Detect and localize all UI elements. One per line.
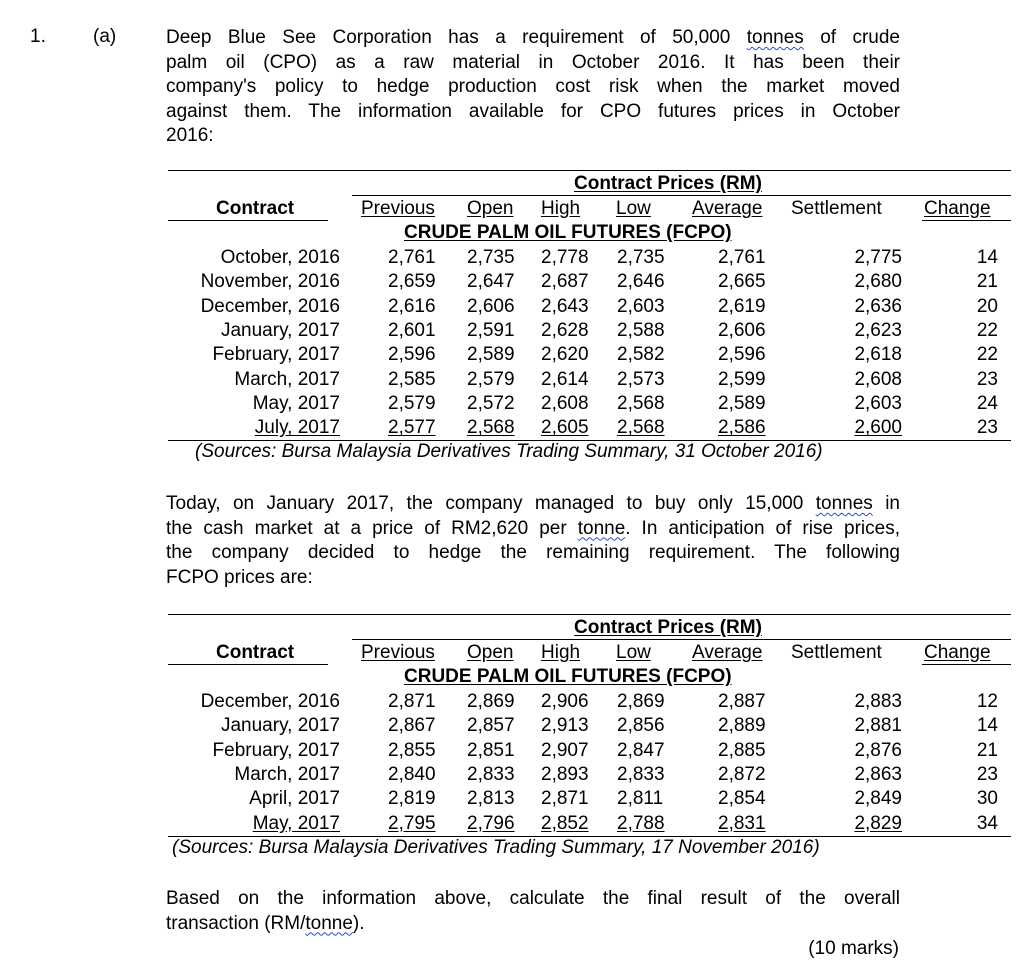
settlement-cell: 2,600	[854, 417, 902, 439]
previous-cell: 2,795	[388, 812, 436, 834]
contract-cell: May, 2017	[252, 392, 340, 414]
settlement-cell: 2,881	[854, 715, 902, 737]
open-cell: 2,579	[467, 368, 515, 390]
change-column-header: Change	[924, 642, 991, 663]
high-cell: 2,608	[541, 392, 589, 414]
high-cell: 2,643	[541, 295, 589, 317]
low-cell: 2,646	[617, 271, 665, 293]
intro-line: company's policy to hedge production cost risk when the market moved	[166, 76, 900, 97]
high-cell: 2,620	[541, 344, 589, 366]
change-cell: 34	[976, 812, 998, 834]
low-cell: 2,788	[617, 812, 665, 834]
low-cell: 2,869	[617, 691, 665, 712]
open-cell: 2,813	[467, 788, 515, 810]
contract-cell: October, 2016	[220, 247, 340, 268]
settlement-cell: 2,849	[854, 788, 902, 810]
settlement-cell: 2,608	[854, 368, 902, 390]
open-cell: 2,735	[467, 247, 515, 268]
change-cell: 23	[976, 417, 998, 439]
previous-cell: 2,616	[388, 295, 436, 317]
previous-cell: 2,819	[388, 788, 436, 810]
table-source: (Sources: Bursa Malaysia Derivatives Trading Summary, 17 November 2016)	[172, 836, 820, 858]
previous-cell: 2,855	[388, 739, 436, 761]
high-cell: 2,687	[541, 271, 589, 293]
high-cell: 2,628	[541, 319, 589, 341]
contract-header-rule	[168, 664, 328, 665]
settlement-cell: 2,603	[854, 392, 902, 414]
low-cell: 2,847	[617, 739, 665, 761]
header-mid-rule	[352, 639, 1011, 640]
settlement-cell: 2,876	[854, 739, 902, 761]
contract-cell: April, 2017	[249, 788, 340, 810]
fcpo-subheader: CRUDE PALM OIL FUTURES (FCPO)	[404, 222, 732, 243]
change-cell: 14	[976, 247, 998, 268]
table-top-rule	[168, 614, 1011, 615]
high-cell: 2,614	[541, 368, 589, 390]
header-mid-rule	[352, 195, 1011, 196]
low-cell: 2,568	[617, 417, 665, 439]
open-cell: 2,591	[467, 319, 515, 341]
settlement-cell: 2,863	[854, 763, 902, 785]
final-line: transaction (RM/tonne).	[166, 912, 365, 934]
settlement-cell: 2,618	[854, 344, 902, 366]
fcpo-subheader: CRUDE PALM OIL FUTURES (FCPO)	[404, 666, 732, 687]
change-header-rule	[922, 664, 1011, 665]
average-cell: 2,887	[718, 691, 766, 712]
average-cell: 2,589	[718, 392, 766, 414]
previous-cell: 2,579	[388, 392, 436, 414]
average-cell: 2,596	[718, 344, 766, 366]
change-cell: 23	[976, 763, 998, 785]
settlement-cell: 2,775	[854, 247, 902, 268]
open-cell: 2,572	[467, 392, 515, 414]
contract-cell: February, 2017	[212, 739, 340, 761]
intro-line: against them. The information available for CPO futures prices in October	[166, 100, 900, 122]
previous-cell: 2,577	[388, 417, 436, 439]
previous-cell: 2,601	[388, 319, 436, 341]
open-cell: 2,796	[467, 812, 515, 834]
average-cell: 2,619	[718, 295, 766, 317]
contract-cell: December, 2016	[200, 691, 340, 712]
contract-cell: January, 2017	[220, 715, 340, 737]
contract-prices-heading: Contract Prices (RM)	[574, 617, 762, 638]
high-column-header: High	[541, 642, 581, 663]
change-cell: 30	[976, 788, 998, 810]
open-cell: 2,869	[467, 691, 515, 712]
change-cell: 21	[976, 271, 998, 293]
settlement-column-header: Settlement	[791, 642, 882, 663]
open-cell: 2,647	[467, 271, 515, 293]
average-cell: 2,599	[718, 368, 766, 390]
open-cell: 2,589	[467, 344, 515, 366]
previous-cell: 2,659	[388, 271, 436, 293]
contract-prices-heading: Contract Prices (RM)	[574, 173, 762, 194]
low-cell: 2,573	[617, 368, 665, 390]
average-cell: 2,606	[718, 319, 766, 341]
contract-cell: December, 2016	[200, 295, 340, 317]
low-cell: 2,568	[617, 392, 665, 414]
middle-line: FCPO prices are:	[166, 566, 313, 588]
change-cell: 23	[976, 368, 998, 390]
low-column-header: Low	[616, 642, 651, 663]
average-cell: 2,586	[718, 417, 766, 439]
low-cell: 2,856	[617, 715, 665, 737]
contract-header-rule	[168, 220, 328, 221]
question-part: (a)	[93, 26, 117, 47]
average-cell: 2,885	[718, 739, 766, 761]
average-cell: 2,665	[718, 271, 766, 293]
change-cell: 14	[976, 715, 998, 737]
settlement-cell: 2,680	[854, 271, 902, 293]
high-column-header: High	[541, 198, 581, 219]
final-line: Based on the information above, calculate the final result of the overall	[166, 888, 900, 909]
average-cell: 2,831	[718, 812, 766, 834]
change-cell: 20	[976, 295, 998, 317]
low-cell: 2,582	[617, 344, 665, 366]
intro-line: Deep Blue See Corporation has a requirement of 50,000 tonnes of crude	[166, 27, 900, 48]
previous-cell: 2,761	[388, 247, 436, 268]
open-column-header: Open	[467, 642, 514, 663]
low-cell: 2,588	[617, 319, 665, 341]
contract-column-header: Contract	[216, 198, 295, 219]
question-number: 1.	[30, 26, 46, 47]
previous-cell: 2,840	[388, 763, 436, 785]
high-cell: 2,913	[541, 715, 589, 737]
settlement-cell: 2,883	[854, 691, 902, 712]
open-cell: 2,857	[467, 715, 515, 737]
high-cell: 2,906	[541, 691, 589, 712]
table-source: (Sources: Bursa Malaysia Derivatives Trading Summary, 31 October 2016)	[195, 441, 823, 463]
marks-label: (10 marks)	[808, 938, 899, 959]
intro-paragraph	[166, 26, 900, 149]
contract-cell: July, 2017	[254, 417, 340, 439]
contract-cell: February, 2017	[212, 344, 340, 366]
average-cell: 2,761	[718, 247, 766, 268]
previous-column-header: Previous	[361, 198, 435, 219]
final-paragraph	[166, 887, 900, 936]
high-cell: 2,605	[541, 417, 589, 439]
settlement-cell: 2,829	[854, 812, 902, 834]
contract-column-header: Contract	[216, 642, 295, 663]
middle-line: Today, on January 2017, the company managed to buy only 15,000 tonnes in	[166, 493, 900, 514]
settlement-column-header: Settlement	[791, 198, 882, 219]
intro-line: 2016:	[166, 125, 214, 146]
average-column-header: Average	[692, 642, 763, 663]
high-cell: 2,907	[541, 739, 589, 761]
average-cell: 2,889	[718, 715, 766, 737]
average-cell: 2,872	[718, 763, 766, 785]
low-cell: 2,811	[617, 788, 664, 810]
low-cell: 2,603	[617, 295, 665, 317]
high-cell: 2,893	[541, 763, 589, 785]
average-column-header: Average	[692, 198, 763, 219]
change-cell: 24	[976, 392, 998, 414]
previous-cell: 2,585	[388, 368, 436, 390]
previous-cell: 2,871	[388, 691, 436, 712]
high-cell: 2,871	[541, 788, 589, 810]
middle-line: the cash market at a price of RM2,620 per tonne. In anticipation of rise prices,	[166, 517, 900, 539]
settlement-cell: 2,636	[854, 295, 902, 317]
contract-cell: March, 2017	[234, 368, 340, 390]
open-cell: 2,833	[467, 763, 515, 785]
open-cell: 2,851	[467, 739, 515, 761]
low-cell: 2,735	[617, 247, 665, 268]
contract-cell: March, 2017	[234, 763, 340, 785]
change-cell: 22	[976, 319, 998, 341]
contract-cell: May, 2017	[252, 812, 340, 834]
contract-cell: November, 2016	[200, 271, 340, 293]
high-cell: 2,852	[541, 812, 589, 834]
average-cell: 2,854	[718, 788, 766, 810]
table-top-rule	[168, 170, 1011, 171]
change-cell: 21	[976, 739, 998, 761]
contract-cell: January, 2017	[220, 319, 340, 341]
middle-line: the company decided to hedge the remaining requirement. The following	[166, 542, 900, 563]
high-cell: 2,778	[541, 247, 589, 268]
change-cell: 22	[976, 344, 998, 366]
open-cell: 2,568	[467, 417, 515, 439]
open-column-header: Open	[467, 198, 514, 219]
low-cell: 2,833	[617, 763, 665, 785]
intro-line: palm oil (CPO) as a raw material in October 2016. It has been their	[166, 51, 900, 73]
previous-cell: 2,867	[388, 715, 436, 737]
change-cell: 12	[976, 691, 998, 712]
change-header-rule	[922, 220, 1011, 221]
low-column-header: Low	[616, 198, 651, 219]
settlement-cell: 2,623	[854, 319, 902, 341]
change-column-header: Change	[924, 198, 991, 219]
open-cell: 2,606	[467, 295, 515, 317]
previous-cell: 2,596	[388, 344, 436, 366]
previous-column-header: Previous	[361, 642, 435, 663]
middle-paragraph	[166, 492, 900, 590]
